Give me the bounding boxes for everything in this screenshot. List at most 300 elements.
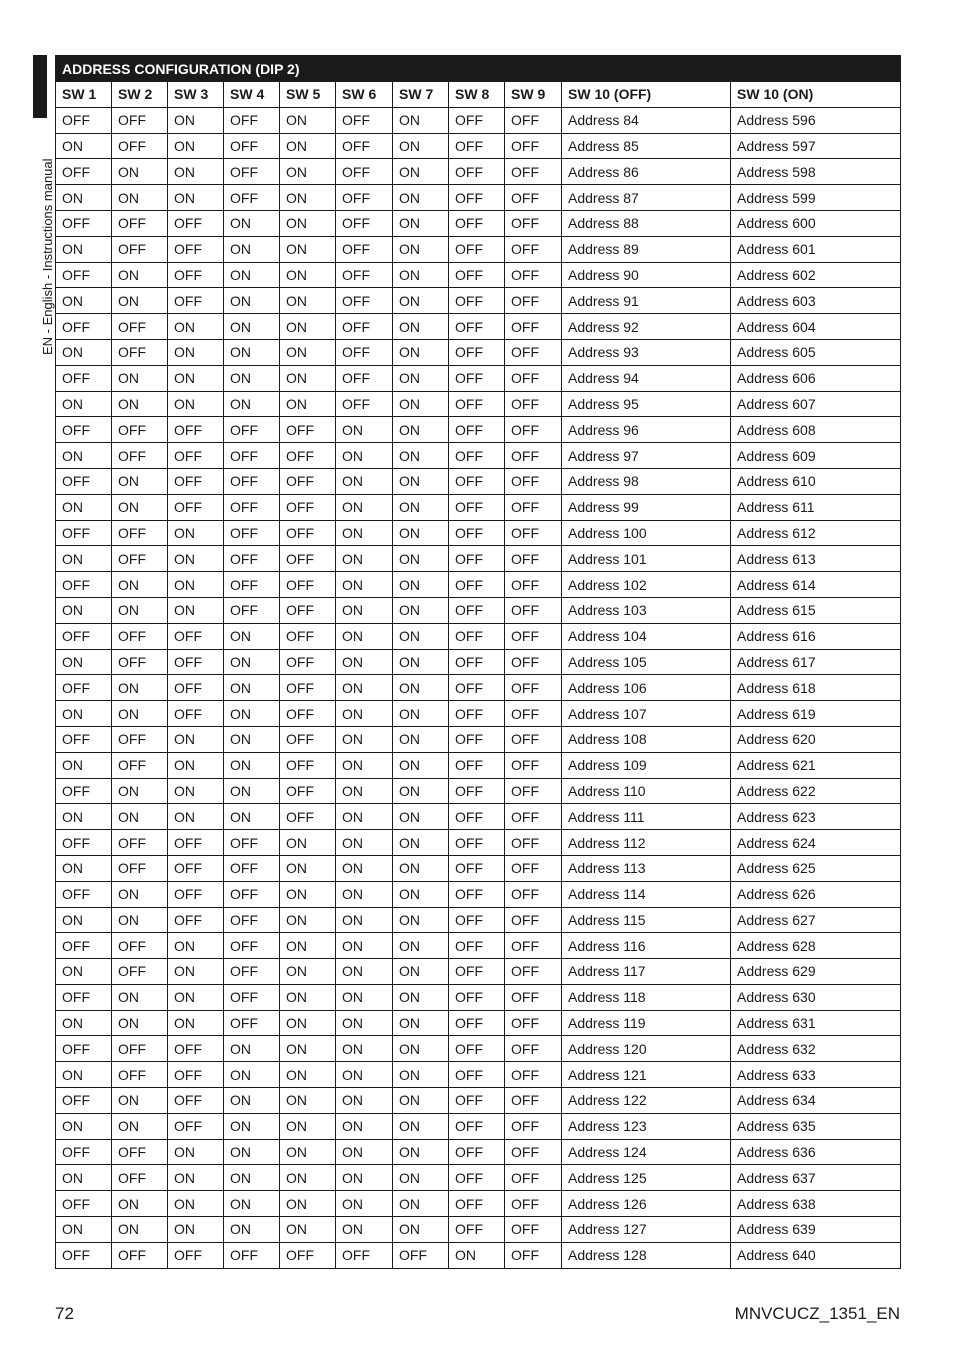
- switch-state-cell: ON: [224, 649, 280, 675]
- switch-state-cell: ON: [393, 984, 449, 1010]
- switch-state-cell: ON: [168, 572, 224, 598]
- table-row: [56, 1191, 901, 1217]
- switch-state-cell: ON: [280, 185, 336, 211]
- switch-state-cell: OFF: [336, 210, 393, 236]
- switch-state-cell: OFF: [280, 417, 336, 443]
- switch-state-cell: ON: [112, 365, 168, 391]
- switch-state-cell: OFF: [280, 778, 336, 804]
- switch-state-cell: ON: [336, 778, 393, 804]
- address-cell: Address 606: [731, 365, 901, 391]
- switch-state-cell: ON: [112, 262, 168, 288]
- switch-state-cell: OFF: [112, 649, 168, 675]
- switch-state-cell: ON: [56, 959, 112, 985]
- switch-state-cell: OFF: [112, 1242, 168, 1268]
- switch-state-cell: OFF: [449, 210, 505, 236]
- switch-state-cell: ON: [112, 597, 168, 623]
- switch-state-cell: ON: [393, 855, 449, 881]
- address-cell: Address 126: [562, 1191, 731, 1217]
- switch-state-cell: ON: [168, 1010, 224, 1036]
- switch-state-cell: ON: [393, 339, 449, 365]
- switch-state-cell: OFF: [505, 1165, 562, 1191]
- switch-state-cell: OFF: [112, 933, 168, 959]
- table-row: [56, 185, 901, 211]
- switch-state-cell: ON: [393, 443, 449, 469]
- address-cell: Address 92: [562, 314, 731, 340]
- switch-state-cell: OFF: [112, 1062, 168, 1088]
- switch-state-cell: OFF: [449, 984, 505, 1010]
- switch-state-cell: ON: [280, 933, 336, 959]
- switch-state-cell: OFF: [56, 210, 112, 236]
- switch-state-cell: OFF: [112, 236, 168, 262]
- column-header: SW 7: [393, 82, 449, 108]
- switch-state-cell: OFF: [280, 520, 336, 546]
- switch-state-cell: OFF: [112, 752, 168, 778]
- switch-state-cell: OFF: [505, 597, 562, 623]
- switch-state-cell: OFF: [224, 443, 280, 469]
- switch-state-cell: OFF: [449, 288, 505, 314]
- table-row: [56, 1062, 901, 1088]
- switch-state-cell: ON: [393, 726, 449, 752]
- address-cell: Address 617: [731, 649, 901, 675]
- switch-state-cell: ON: [393, 1036, 449, 1062]
- switch-state-cell: OFF: [224, 1010, 280, 1036]
- switch-state-cell: ON: [168, 314, 224, 340]
- switch-state-cell: ON: [56, 443, 112, 469]
- switch-state-cell: OFF: [449, 572, 505, 598]
- switch-state-cell: ON: [168, 1191, 224, 1217]
- switch-state-cell: OFF: [505, 443, 562, 469]
- switch-state-cell: ON: [168, 365, 224, 391]
- switch-state-cell: ON: [56, 185, 112, 211]
- address-cell: Address 640: [731, 1242, 901, 1268]
- switch-state-cell: ON: [168, 133, 224, 159]
- switch-state-cell: ON: [280, 1062, 336, 1088]
- table-row: [56, 494, 901, 520]
- switch-state-cell: OFF: [449, 107, 505, 133]
- switch-state-cell: OFF: [449, 185, 505, 211]
- switch-state-cell: OFF: [505, 701, 562, 727]
- switch-state-cell: OFF: [280, 726, 336, 752]
- switch-state-cell: OFF: [505, 159, 562, 185]
- switch-state-cell: OFF: [449, 907, 505, 933]
- address-cell: Address 624: [731, 830, 901, 856]
- table-row: [56, 1036, 901, 1062]
- switch-state-cell: OFF: [280, 752, 336, 778]
- switch-state-cell: ON: [112, 572, 168, 598]
- switch-state-cell: OFF: [112, 520, 168, 546]
- address-cell: Address 604: [731, 314, 901, 340]
- switch-state-cell: ON: [280, 1217, 336, 1243]
- switch-state-cell: ON: [280, 1010, 336, 1036]
- switch-state-cell: ON: [56, 546, 112, 572]
- switch-state-cell: ON: [393, 959, 449, 985]
- switch-state-cell: ON: [393, 675, 449, 701]
- switch-state-cell: ON: [56, 288, 112, 314]
- address-cell: Address 88: [562, 210, 731, 236]
- table-row: [56, 1010, 901, 1036]
- address-cell: Address 113: [562, 855, 731, 881]
- switch-state-cell: OFF: [112, 107, 168, 133]
- switch-state-cell: ON: [336, 830, 393, 856]
- switch-state-cell: OFF: [505, 623, 562, 649]
- switch-state-cell: OFF: [56, 1088, 112, 1114]
- switch-state-cell: ON: [56, 752, 112, 778]
- switch-state-cell: ON: [280, 339, 336, 365]
- switch-state-cell: ON: [112, 1113, 168, 1139]
- switch-state-cell: OFF: [505, 185, 562, 211]
- switch-state-cell: ON: [393, 133, 449, 159]
- column-header: SW 1: [56, 82, 112, 108]
- switch-state-cell: OFF: [505, 236, 562, 262]
- switch-state-cell: OFF: [449, 726, 505, 752]
- switch-state-cell: ON: [56, 339, 112, 365]
- switch-state-cell: ON: [393, 288, 449, 314]
- switch-state-cell: ON: [393, 1165, 449, 1191]
- switch-state-cell: ON: [112, 1191, 168, 1217]
- switch-state-cell: OFF: [449, 1062, 505, 1088]
- address-cell: Address 627: [731, 907, 901, 933]
- switch-state-cell: ON: [336, 546, 393, 572]
- switch-state-cell: ON: [280, 855, 336, 881]
- switch-state-cell: ON: [336, 1217, 393, 1243]
- switch-state-cell: OFF: [168, 881, 224, 907]
- address-cell: Address 108: [562, 726, 731, 752]
- address-cell: Address 608: [731, 417, 901, 443]
- switch-state-cell: ON: [393, 1088, 449, 1114]
- table-row: [56, 391, 901, 417]
- switch-state-cell: ON: [56, 855, 112, 881]
- address-cell: Address 631: [731, 1010, 901, 1036]
- switch-state-cell: ON: [168, 726, 224, 752]
- switch-state-cell: OFF: [505, 494, 562, 520]
- switch-state-cell: ON: [112, 701, 168, 727]
- table-row: [56, 314, 901, 340]
- address-cell: Address 618: [731, 675, 901, 701]
- switch-state-cell: OFF: [280, 468, 336, 494]
- address-cell: Address 597: [731, 133, 901, 159]
- switch-state-cell: OFF: [56, 468, 112, 494]
- address-cell: Address 124: [562, 1139, 731, 1165]
- table-row: [56, 959, 901, 985]
- address-cell: Address 97: [562, 443, 731, 469]
- switch-state-cell: OFF: [449, 959, 505, 985]
- address-cell: Address 637: [731, 1165, 901, 1191]
- address-cell: Address 598: [731, 159, 901, 185]
- switch-state-cell: ON: [280, 1088, 336, 1114]
- switch-state-cell: OFF: [56, 881, 112, 907]
- switch-state-cell: OFF: [280, 494, 336, 520]
- switch-state-cell: OFF: [168, 830, 224, 856]
- switch-state-cell: ON: [393, 1217, 449, 1243]
- switch-state-cell: ON: [168, 546, 224, 572]
- switch-state-cell: OFF: [449, 314, 505, 340]
- switch-state-cell: ON: [393, 210, 449, 236]
- switch-state-cell: ON: [336, 933, 393, 959]
- address-cell: Address 629: [731, 959, 901, 985]
- switch-state-cell: OFF: [112, 443, 168, 469]
- table-row: [56, 804, 901, 830]
- table-row: [56, 675, 901, 701]
- switch-state-cell: OFF: [336, 1242, 393, 1268]
- switch-state-cell: ON: [280, 210, 336, 236]
- address-cell: Address 610: [731, 468, 901, 494]
- switch-state-cell: OFF: [505, 933, 562, 959]
- switch-state-cell: OFF: [449, 468, 505, 494]
- address-cell: Address 625: [731, 855, 901, 881]
- table-row: [56, 1088, 901, 1114]
- switch-state-cell: ON: [112, 159, 168, 185]
- switch-state-cell: ON: [336, 494, 393, 520]
- column-header: SW 3: [168, 82, 224, 108]
- address-cell: Address 596: [731, 107, 901, 133]
- table-row: [56, 752, 901, 778]
- switch-state-cell: OFF: [224, 159, 280, 185]
- switch-state-cell: OFF: [56, 262, 112, 288]
- switch-state-cell: ON: [168, 185, 224, 211]
- switch-state-cell: OFF: [449, 417, 505, 443]
- column-header: SW 5: [280, 82, 336, 108]
- switch-state-cell: OFF: [505, 752, 562, 778]
- switch-state-cell: OFF: [224, 881, 280, 907]
- switch-state-cell: ON: [56, 597, 112, 623]
- switch-state-cell: ON: [112, 881, 168, 907]
- column-header: SW 2: [112, 82, 168, 108]
- switch-state-cell: OFF: [505, 1242, 562, 1268]
- address-cell: Address 633: [731, 1062, 901, 1088]
- switch-state-cell: OFF: [56, 778, 112, 804]
- address-cell: Address 620: [731, 726, 901, 752]
- switch-state-cell: ON: [280, 907, 336, 933]
- address-cell: Address 100: [562, 520, 731, 546]
- switch-state-cell: OFF: [56, 1036, 112, 1062]
- switch-state-cell: OFF: [56, 933, 112, 959]
- table-row: [56, 1242, 901, 1268]
- switch-state-cell: OFF: [224, 597, 280, 623]
- address-cell: Address 110: [562, 778, 731, 804]
- switch-state-cell: OFF: [56, 1242, 112, 1268]
- switch-state-cell: ON: [393, 804, 449, 830]
- switch-state-cell: ON: [168, 159, 224, 185]
- switch-state-cell: OFF: [168, 1062, 224, 1088]
- switch-state-cell: OFF: [505, 649, 562, 675]
- switch-state-cell: ON: [280, 1036, 336, 1062]
- switch-state-cell: ON: [393, 1010, 449, 1036]
- switch-state-cell: OFF: [449, 933, 505, 959]
- switch-state-cell: ON: [224, 1139, 280, 1165]
- switch-state-cell: OFF: [168, 1036, 224, 1062]
- switch-state-cell: OFF: [449, 546, 505, 572]
- switch-state-cell: OFF: [336, 339, 393, 365]
- address-cell: Address 101: [562, 546, 731, 572]
- address-cell: Address 605: [731, 339, 901, 365]
- table-row: [56, 726, 901, 752]
- switch-state-cell: ON: [280, 1139, 336, 1165]
- switch-state-cell: ON: [280, 1113, 336, 1139]
- switch-state-cell: OFF: [336, 159, 393, 185]
- switch-state-cell: ON: [112, 907, 168, 933]
- switch-state-cell: OFF: [224, 185, 280, 211]
- switch-state-cell: OFF: [336, 314, 393, 340]
- switch-state-cell: ON: [224, 314, 280, 340]
- table-row: [56, 365, 901, 391]
- switch-state-cell: OFF: [168, 1113, 224, 1139]
- switch-state-cell: OFF: [336, 391, 393, 417]
- switch-state-cell: ON: [280, 262, 336, 288]
- switch-state-cell: OFF: [224, 468, 280, 494]
- address-cell: Address 632: [731, 1036, 901, 1062]
- switch-state-cell: OFF: [112, 210, 168, 236]
- table-row: [56, 907, 901, 933]
- switch-state-cell: OFF: [505, 210, 562, 236]
- switch-state-cell: OFF: [168, 417, 224, 443]
- table-row: [56, 417, 901, 443]
- address-cell: Address 95: [562, 391, 731, 417]
- switch-state-cell: ON: [393, 391, 449, 417]
- switch-state-cell: OFF: [56, 1139, 112, 1165]
- table-row: [56, 262, 901, 288]
- switch-state-cell: OFF: [449, 830, 505, 856]
- switch-state-cell: ON: [336, 701, 393, 727]
- switch-state-cell: OFF: [505, 959, 562, 985]
- switch-state-cell: OFF: [224, 107, 280, 133]
- switch-state-cell: ON: [336, 675, 393, 701]
- switch-state-cell: OFF: [224, 494, 280, 520]
- switch-state-cell: ON: [393, 417, 449, 443]
- switch-state-cell: OFF: [449, 1010, 505, 1036]
- side-tab-marker: [33, 55, 47, 118]
- switch-state-cell: ON: [112, 1088, 168, 1114]
- switch-state-cell: ON: [336, 623, 393, 649]
- switch-state-cell: ON: [280, 159, 336, 185]
- table-row: [56, 778, 901, 804]
- address-cell: Address 609: [731, 443, 901, 469]
- switch-state-cell: ON: [280, 314, 336, 340]
- switch-state-cell: ON: [393, 881, 449, 907]
- switch-state-cell: ON: [336, 443, 393, 469]
- switch-state-cell: OFF: [336, 365, 393, 391]
- switch-state-cell: ON: [280, 1165, 336, 1191]
- switch-state-cell: OFF: [168, 701, 224, 727]
- address-cell: Address 105: [562, 649, 731, 675]
- switch-state-cell: ON: [393, 933, 449, 959]
- switch-state-cell: OFF: [224, 933, 280, 959]
- switch-state-cell: ON: [393, 649, 449, 675]
- switch-state-cell: OFF: [505, 107, 562, 133]
- switch-state-cell: ON: [56, 1010, 112, 1036]
- table-row: [56, 468, 901, 494]
- address-cell: Address 123: [562, 1113, 731, 1139]
- switch-state-cell: ON: [280, 391, 336, 417]
- switch-state-cell: ON: [168, 778, 224, 804]
- switch-state-cell: ON: [224, 391, 280, 417]
- column-header: SW 6: [336, 82, 393, 108]
- column-header: SW 4: [224, 82, 280, 108]
- switch-state-cell: OFF: [56, 984, 112, 1010]
- switch-state-cell: OFF: [449, 1139, 505, 1165]
- switch-state-cell: ON: [168, 752, 224, 778]
- table-row: [56, 701, 901, 727]
- switch-state-cell: ON: [336, 907, 393, 933]
- switch-state-cell: ON: [168, 597, 224, 623]
- switch-state-cell: ON: [56, 701, 112, 727]
- switch-state-cell: OFF: [449, 236, 505, 262]
- switch-state-cell: ON: [224, 1088, 280, 1114]
- switch-state-cell: ON: [56, 494, 112, 520]
- switch-state-cell: ON: [393, 752, 449, 778]
- switch-state-cell: ON: [336, 649, 393, 675]
- switch-state-cell: ON: [56, 1217, 112, 1243]
- switch-state-cell: OFF: [56, 675, 112, 701]
- switch-state-cell: ON: [393, 365, 449, 391]
- switch-state-cell: OFF: [280, 701, 336, 727]
- address-cell: Address 98: [562, 468, 731, 494]
- switch-state-cell: OFF: [505, 546, 562, 572]
- switch-state-cell: OFF: [224, 830, 280, 856]
- switch-state-cell: OFF: [505, 314, 562, 340]
- switch-state-cell: OFF: [280, 597, 336, 623]
- address-cell: Address 599: [731, 185, 901, 211]
- switch-state-cell: ON: [336, 1191, 393, 1217]
- switch-state-cell: ON: [168, 339, 224, 365]
- switch-state-cell: OFF: [168, 855, 224, 881]
- switch-state-cell: ON: [280, 1191, 336, 1217]
- address-cell: Address 621: [731, 752, 901, 778]
- switch-state-cell: ON: [280, 881, 336, 907]
- table-row: [56, 1217, 901, 1243]
- switch-state-cell: ON: [336, 1165, 393, 1191]
- table-header-row: [56, 82, 901, 108]
- address-cell: Address 89: [562, 236, 731, 262]
- switch-state-cell: OFF: [449, 778, 505, 804]
- address-cell: Address 125: [562, 1165, 731, 1191]
- address-cell: Address 638: [731, 1191, 901, 1217]
- switch-state-cell: ON: [224, 1113, 280, 1139]
- switch-state-cell: OFF: [505, 520, 562, 546]
- switch-state-cell: OFF: [449, 752, 505, 778]
- switch-state-cell: OFF: [224, 546, 280, 572]
- switch-state-cell: OFF: [449, 443, 505, 469]
- switch-state-cell: ON: [336, 597, 393, 623]
- switch-state-cell: ON: [393, 1113, 449, 1139]
- switch-state-cell: ON: [393, 236, 449, 262]
- switch-state-cell: ON: [336, 417, 393, 443]
- switch-state-cell: ON: [393, 314, 449, 340]
- switch-state-cell: ON: [224, 262, 280, 288]
- switch-state-cell: OFF: [112, 623, 168, 649]
- address-cell: Address 639: [731, 1217, 901, 1243]
- switch-state-cell: OFF: [168, 262, 224, 288]
- switch-state-cell: OFF: [224, 133, 280, 159]
- switch-state-cell: OFF: [449, 391, 505, 417]
- switch-state-cell: ON: [224, 365, 280, 391]
- switch-state-cell: ON: [112, 185, 168, 211]
- table-title: ADDRESS CONFIGURATION (DIP 2): [56, 56, 901, 82]
- switch-state-cell: OFF: [56, 314, 112, 340]
- switch-state-cell: OFF: [168, 210, 224, 236]
- switch-state-cell: ON: [168, 959, 224, 985]
- column-header: SW 8: [449, 82, 505, 108]
- switch-state-cell: OFF: [449, 1088, 505, 1114]
- address-cell: Address 112: [562, 830, 731, 856]
- address-cell: Address 612: [731, 520, 901, 546]
- table-row: [56, 133, 901, 159]
- switch-state-cell: OFF: [112, 339, 168, 365]
- switch-state-cell: ON: [224, 339, 280, 365]
- switch-state-cell: ON: [393, 778, 449, 804]
- switch-state-cell: OFF: [224, 984, 280, 1010]
- switch-state-cell: ON: [336, 1113, 393, 1139]
- switch-state-cell: OFF: [505, 133, 562, 159]
